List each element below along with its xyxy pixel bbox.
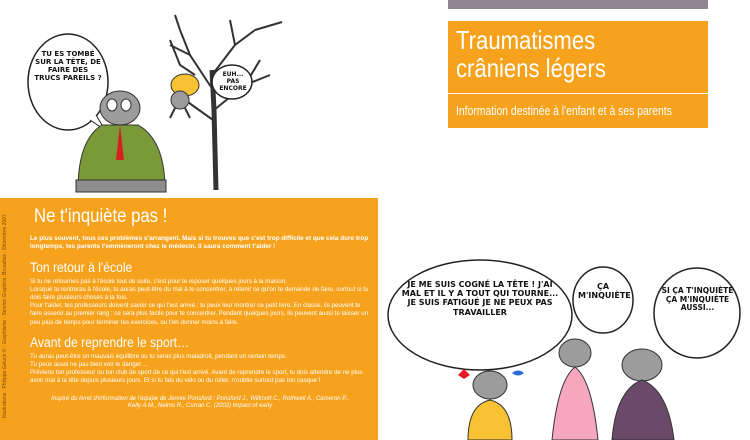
father-cat-icon [612,349,674,440]
sport-text [30,353,370,386]
intro-text: Le plus souvent, tous ces problèmes s'arrangent. Mais si tu trouves que c'est trop difficile et que cela dure trop longtemps, tes parents t'emmèneront chez le médecin. Il saura comment t'aider ! [30,235,369,251]
school-paragraph-3: Pour t'aider, tes professeurs doivent savoir ce qui t'est arrivé : tu peux leur montrer ce petit livre. En classe, ils peuvent te faire asseoir au premier rang : ce sera plus facile pour te concentrer. Pendant quelques jours, ils peuvent aussi te laisser un peu plus de temps pour terminer tes exercices, ou t'en donner moins à faire. [30,302,369,326]
school-text [30,278,370,327]
child-cat-icon [458,369,524,440]
speech-bubble-father [654,268,740,358]
school-paragraph-1: Si tu ne retournes pas à l'école tout de suite, c'est pour te reposer quelques jours à la maison. [30,277,287,285]
sport-paragraph-1: Tu auras peut-être un mauvais équilibre ou tu seras plus maladroit, pendant un certain temps. [30,352,287,360]
bubble-right-text: EUH... PAS ENCORE [219,71,247,92]
bubble-child-text: JE ME SUIS COGNÉ LA TÊTE ! J'AI MAL ET IL Y A TOUT QUI TOURNE... JE SUIS FATIGUÉ JE NE PEUX PAS TRAVAILLER [401,280,559,317]
school-paragraph-2: Lorsque tu rentreras à l'école, tu auras peut-être du mal à te concentrer, à retenir ce qu'on te demande de faire, surtout si tu dois faire plusieurs choses à la fois. [30,285,369,302]
side-credit: Illustrations : Philippe Geluck © - Graphisme : Service Graphics, Bruxelles - Décembre 2007 [2,214,8,418]
bird-icon [512,371,524,376]
info-content [30,206,370,411]
star-icon [458,369,470,379]
mother-cat-icon [552,339,598,440]
top-gray-bar [448,0,708,9]
page-subtitle: Information destinée à l'enfant et à ses parents [456,103,672,118]
bubble-mother-text: ÇA M'INQUIÈTE [578,282,631,301]
sport-paragraph-3: Préviens ton professeur ou ton club de sport de ce qui t'est arrivé. Avant de reprendre le sport, tu dois attendre de ne plus avoir mal à la tête depuis plusieurs jours. Et si tu fais du vélo ou du roller, n'oublie surtout pas ton casque ! [30,369,363,385]
credits-text: Inspiré du livret d'information de l'équipe de Jennie Ponsford : Ponsford J., Willmott C., Rothwell A., Cameron P., Kelly A.M., Nelms R., Curran C. (2002) Impact of early [51,395,349,410]
bubble-father-text: SI ÇA T'INQUIÈTE ÇA M'INQUIÈTE AUSSI... [661,286,734,313]
heading-reprendre-sport: Avant de reprendre le sport… [30,334,190,350]
comic-cat-tree-illustration [20,0,320,200]
sport-paragraph-2: Tu peux aussi ne pas bien voir le danger… [30,360,148,368]
title-line-1: Traumatismes [456,25,596,55]
heading-retour-ecole: Ton retour à l'école [30,259,133,275]
heading-ne-tinquiete-pas: Ne t'inquiète pas ! [34,206,168,227]
page-title [456,26,606,82]
bubble-left-text: TU ES TOMBÉ SUR LA TÊTE, DE FAIRE DES TRUCS PAREILS ? [34,50,102,83]
title-line-2: crâniens légers [456,53,606,83]
